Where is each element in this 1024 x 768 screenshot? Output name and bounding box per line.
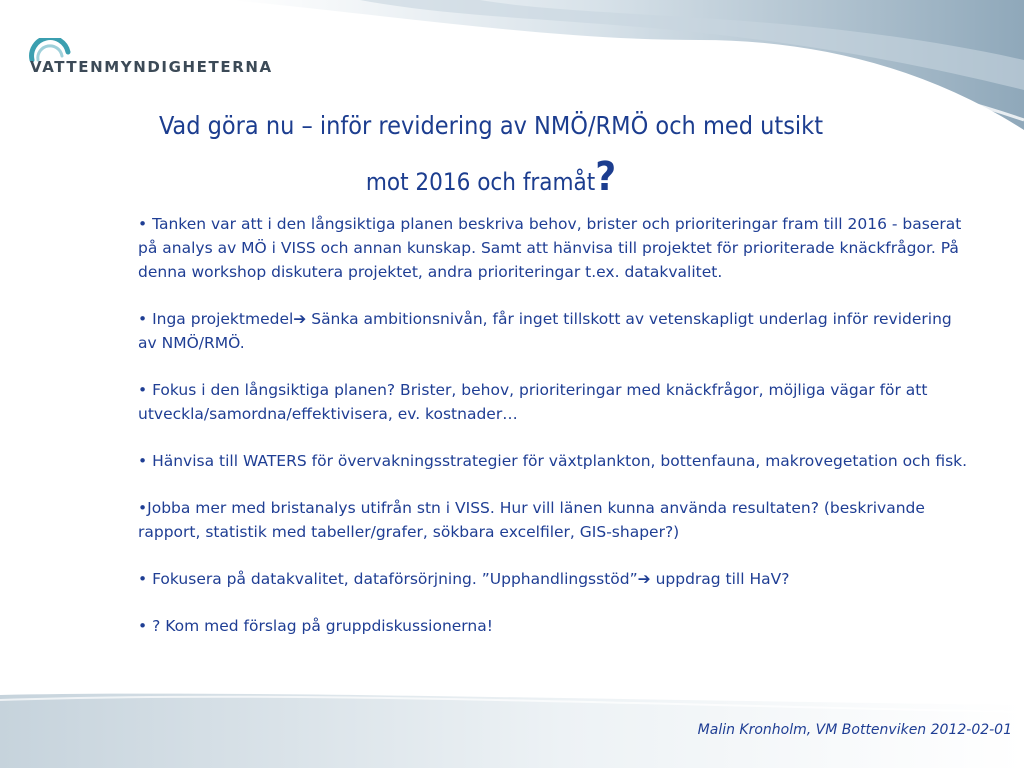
bullet-item: • Hänvisa till WATERS för övervakningsstrategier för växtplankton, bottenfauna, makrovegetation och fisk. [138, 452, 968, 470]
title-line-2-text: mot 2016 och framåt [365, 168, 596, 196]
arrow-icon: ➔ [637, 570, 651, 588]
bullet-item: • ? Kom med förslag på gruppdiskussionerna! [138, 617, 493, 635]
bullet-item: •Jobba mer med bristanalys utifrån stn i VISS. Hur vill länen kunna använda resultaten? (beskrivande rapport, statistik med tabeller/grafer, sökbara excelfiler, GIS-shaper?) [138, 499, 925, 541]
bullet-text: • Fokusera på datakvalitet, dataförsörjning. ”Upphandlingsstöd” [138, 570, 638, 588]
logo-text: VATTENMYNDIGHETERNA [30, 58, 273, 76]
bullet-text: Sänka ambitionsnivån, får inget tillskott av vetenskapligt underlag inför revidering av NMÖ/RMÖ. [138, 310, 952, 352]
bullet-item: • Fokus i den långsiktiga planen? Brister, behov, prioriteringar med knäckfrågor, möjliga vägar för att utveckla/samordna/effektivisera, ev. kostnader… [138, 381, 928, 423]
bullet-item: • Tanken var att i den långsiktiga planen beskriva behov, brister och prioriteringar fram till 2016 - baserat på analys av MÖ i VISS och annan kunskap. Samt att hänvisa till projektet för prioriterade knäckfrågor. På denna workshop diskutera projektet, andra prioriteringar t.ex. datakvalitet. [138, 215, 962, 281]
bullet-list [138, 212, 968, 661]
footer-text: Malin Kronholm, VM Bottenviken 2012-02-01 [697, 722, 1012, 738]
bullet-text: uppdrag till HaV? [650, 570, 790, 588]
title-line-1: Vad göra nu – inför revidering av NMÖ/RMÖ och med utsikt [158, 111, 824, 140]
arrow-icon: ➔ [293, 310, 307, 328]
bullet-item [138, 567, 968, 591]
title-question-mark: ? [595, 154, 617, 200]
bullet-item [138, 307, 968, 355]
title-line-2 [16, 154, 966, 210]
slide-title [16, 98, 966, 210]
bullet-text: • Inga projektmedel [138, 310, 294, 328]
